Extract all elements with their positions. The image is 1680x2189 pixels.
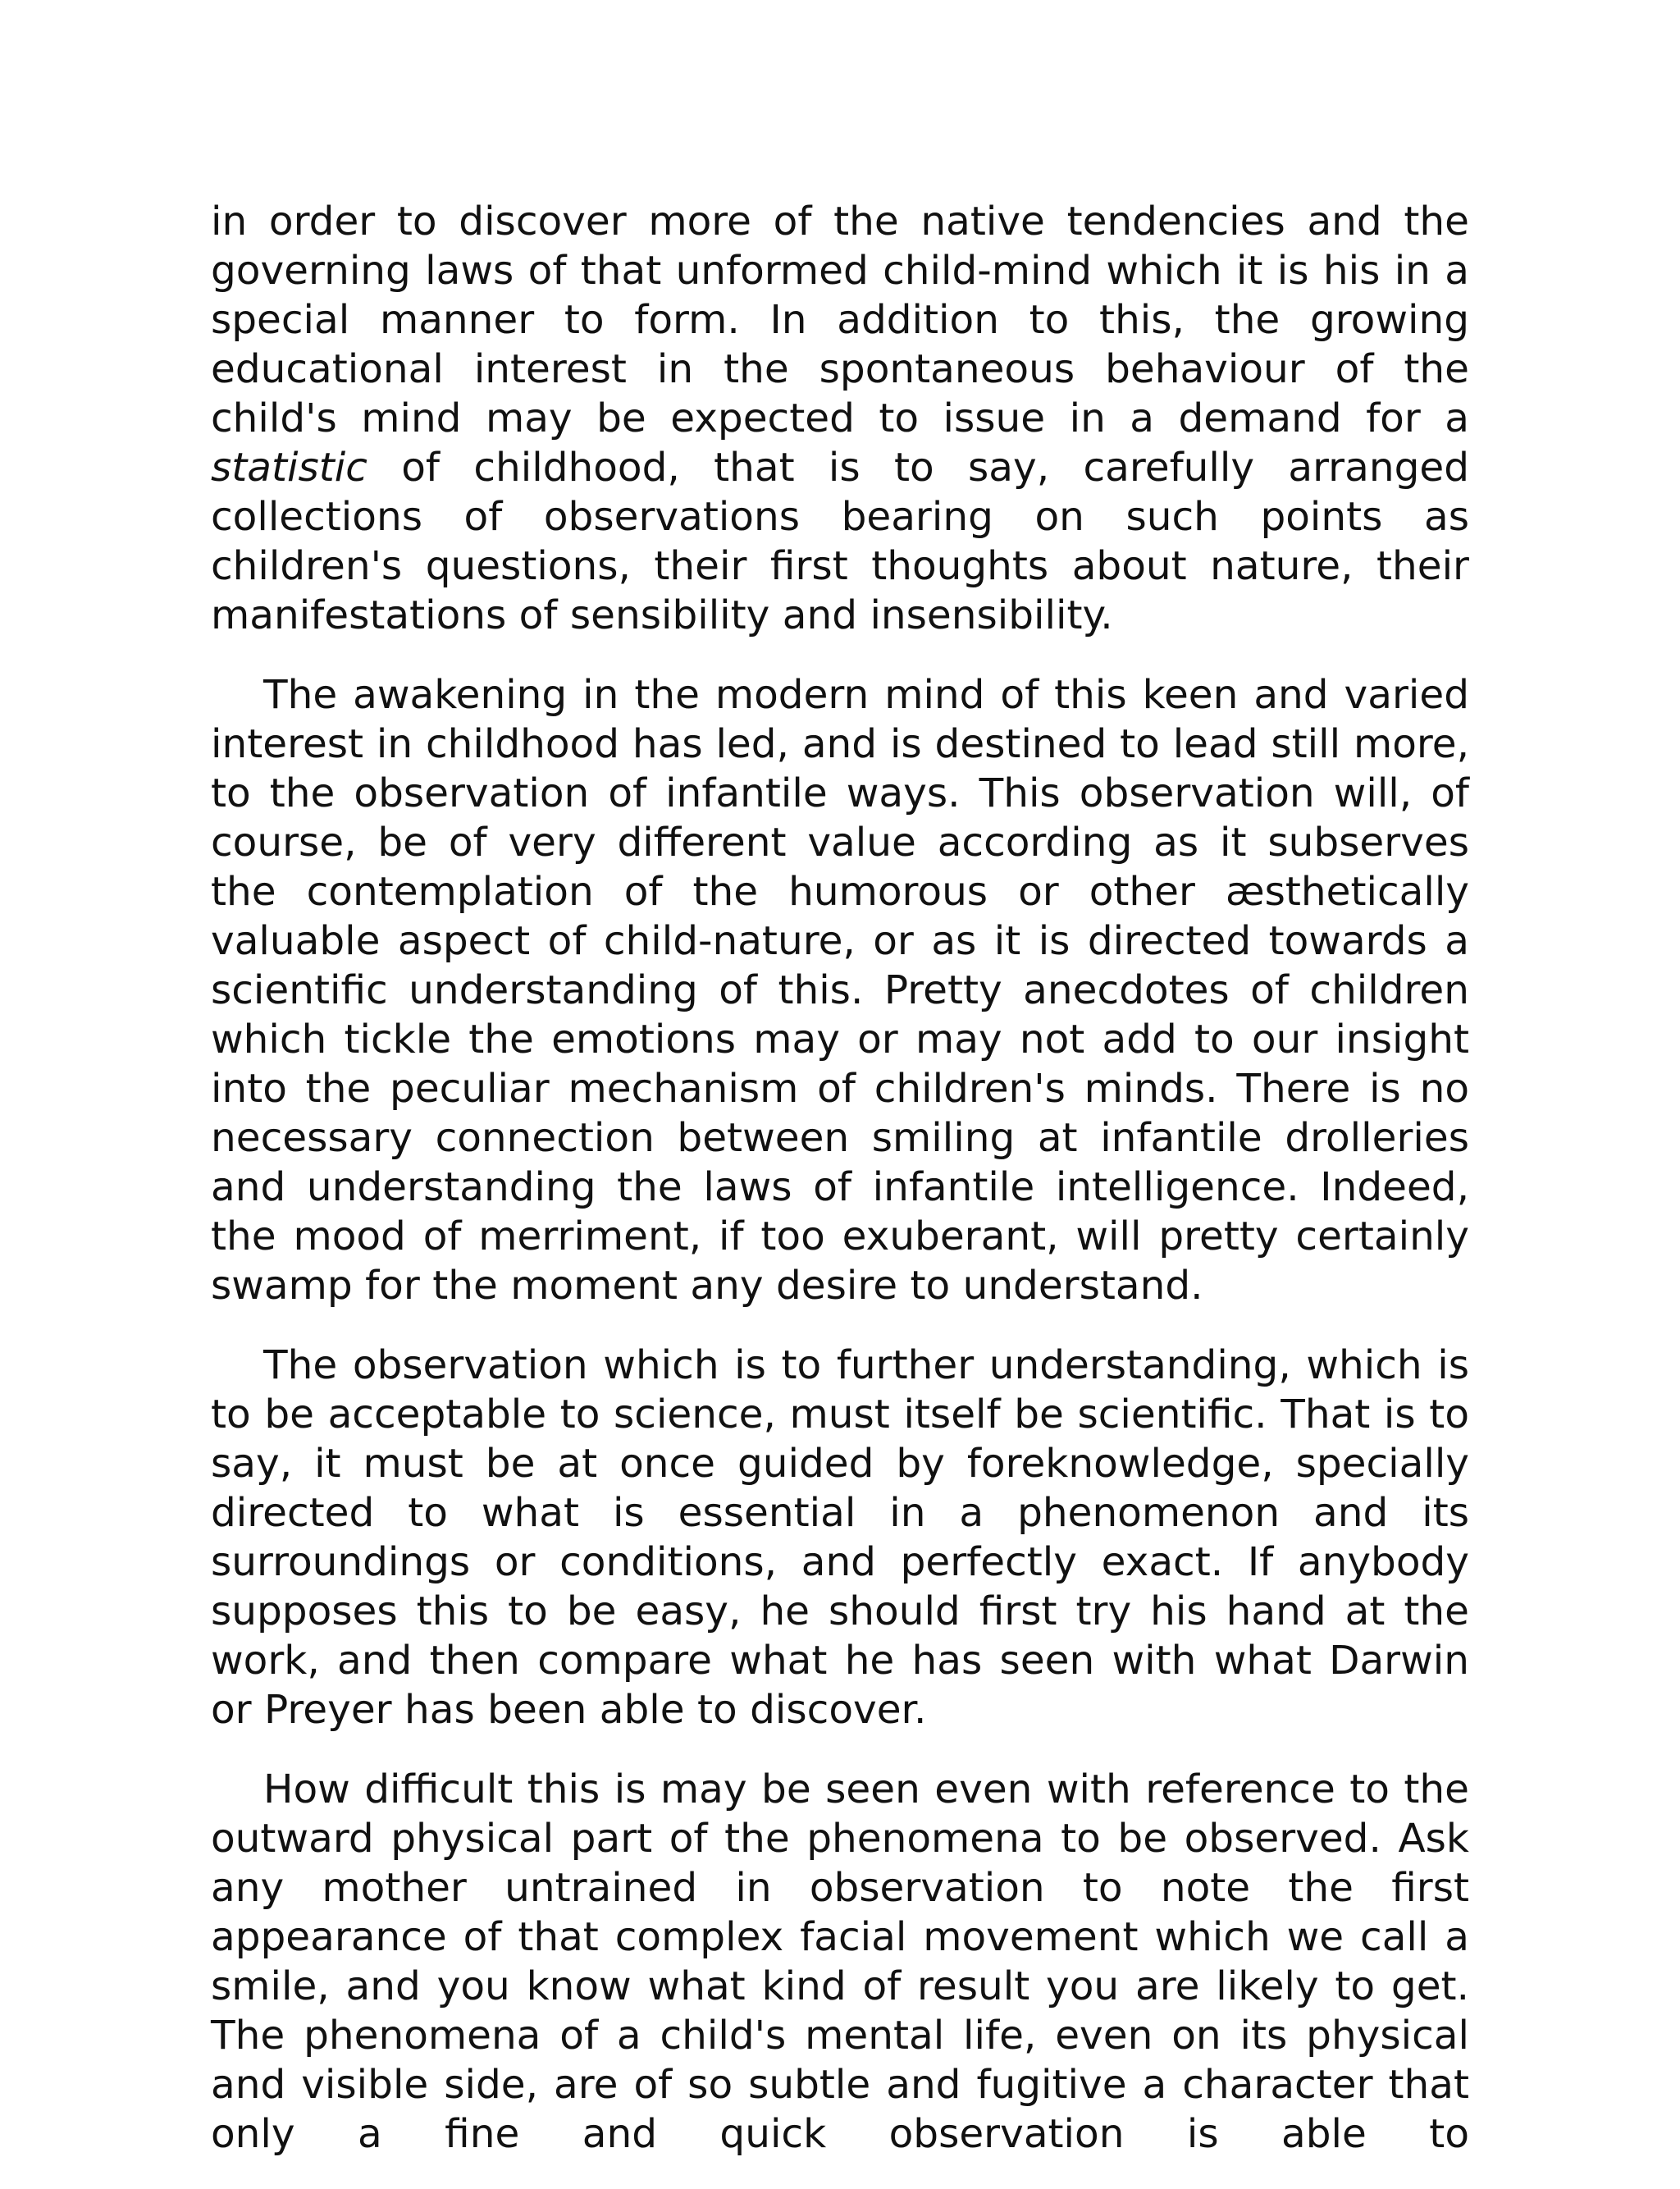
paragraph-continuation bbox=[211, 197, 1469, 640]
paragraph-text-part: of childhood, that is to say, carefully arranged collections of observations bearing on such points as children's questions, their first thoughts about nature, their manifestations of sensibility and insensibility. bbox=[211, 445, 1469, 638]
paragraph-text-part: in order to discover more of the native tendencies and the governing laws of that unformed child-mind which it is his in a special manner to form. In addition to this, the growing educational interest in the spontaneous behaviour of the child's mind may be expected to issue in a demand for a bbox=[211, 199, 1469, 441]
paragraph-scientific-observation: The observation which is to further understanding, which is to be acceptable to science, must itself be scientific. That is to say, it must be at once guided by foreknowledge, specially directed to what is essential in a phenomenon and its surroundings or conditions, and perfectly exact. If anybody supposes this to be easy, he should first try his hand at the work, and then compare what he has seen with what Darwin or Preyer has been able to discover. bbox=[211, 1342, 1469, 1733]
body-text bbox=[211, 197, 1469, 2189]
italic-term-statistic: statistic bbox=[211, 445, 368, 491]
paragraph-difficulty-observation: How difficult this is may be seen even with reference to the outward physical part of the phenomena to be observed. Ask any mother untrained in observation to note the first appearance of that complex facial movement which we call a smile, and you know what kind of result you are likely to get. The phenomena of a child's mental life, even on its physical and visible side, are of so subtle and fugitive a character that only a fine and quick observation is able to bbox=[211, 1766, 1469, 2157]
paragraph-awakening-interest: The awakening in the modern mind of this keen and varied interest in childhood has led, and is destined to lead still more, to the observation of infantile ways. This observation will, of course, be of very different value according as it subserves the contemplation of the humorous or other æsthetically valuable aspect of child-nature, or as it is directed towards a scientific understanding of this. Pretty anecdotes of children which tickle the emotions may or may not add to our insight into the peculiar mechanism of children's minds. There is no necessary connection between smiling at infantile drolleries and understanding the laws of infantile intelligence. Indeed, the mood of merriment, if too exuberant, will pretty certainly swamp for the moment any desire to understand. bbox=[211, 672, 1469, 1309]
